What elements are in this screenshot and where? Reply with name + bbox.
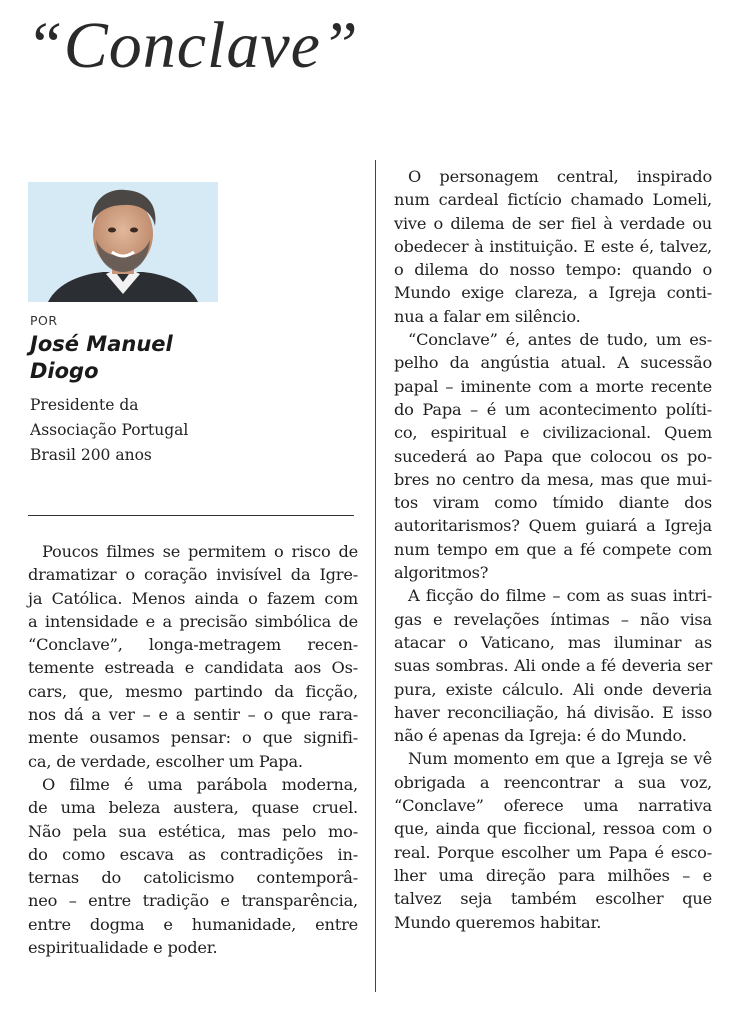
text-line: “Conclave” oferece uma narrativa [394, 796, 712, 816]
author-name-line: Diogo [30, 359, 99, 383]
byline-divider [28, 515, 354, 516]
text-line: temente estreada e candidata aos Os- [28, 658, 358, 678]
text-line: num tempo em que a fé compete com [394, 539, 712, 559]
text-line: ternas do catolicismo contemporâ- [28, 868, 358, 888]
text-line: Mundo exige clareza, a Igreja conti- [394, 283, 712, 303]
text-line: nos dá a ver – e a sentir – o que rara- [28, 705, 358, 725]
text-line: de uma beleza austera, quase cruel. [28, 798, 358, 818]
text-line: gas e revelações íntimas – não visa [394, 609, 712, 629]
text-line: obedecer à instituição. E este é, talvez, [394, 236, 712, 256]
byline-prefix: POR [30, 313, 58, 328]
text-line: papal – iminente com a morte recente [394, 376, 712, 396]
author-name-line: José Manuel [30, 332, 173, 356]
author-role-line: Associação Portugal [30, 421, 189, 439]
text-line: Poucos filmes se permitem o risco de [42, 542, 358, 561]
text-line: tos viram como tímido diante dos [394, 493, 712, 513]
author-name [30, 331, 290, 385]
text-line: cars, que, mesmo partindo da ficção, [28, 681, 358, 701]
text-line: mente ousamos pensar: o que signifi- [28, 728, 358, 748]
text-line: autoritarismos? Quem guiará a Igreja [394, 516, 712, 536]
text-line: não é apenas da Igreja: é do Mundo. [394, 726, 687, 746]
text-line: a intensidade e a precisão simbólica de [28, 611, 358, 631]
text-line: talvez seja também escolher que [394, 889, 712, 909]
text-line: real. Porque escolher um Papa é esco- [394, 842, 712, 862]
text-line: “Conclave” é, antes de tudo, um es- [408, 330, 712, 350]
author-photo [28, 182, 218, 302]
author-role-line: Presidente da [30, 396, 139, 414]
text-line: co, espiritual e civilizacional. Quem [394, 423, 712, 443]
article-column-left [28, 540, 358, 959]
text-line: entre dogma e humanidade, entre [28, 914, 358, 934]
text-line: atacar o Vaticano, mas iluminar as [394, 632, 712, 652]
text-line: pelho da angústia atual. A sucessão [394, 353, 712, 373]
text-line: algoritmos? [394, 563, 489, 583]
text-line: neo – entre tradição e transparência, [28, 891, 358, 911]
article-column-right [394, 165, 712, 934]
text-line: Não pela sua estética, mas pelo mo- [28, 821, 358, 841]
text-line: haver reconciliação, há divisão. E isso [394, 702, 712, 722]
text-line: O personagem central, inspirado [408, 167, 712, 186]
text-line: bres no centro da mesa, mas que mui- [394, 469, 712, 489]
text-line: Num momento em que a Igreja se vê [408, 749, 712, 769]
text-line: que, ainda que ficcional, ressoa com o [394, 819, 712, 839]
text-line: o dilema do nosso tempo: quando o [394, 260, 712, 280]
text-line: obrigada a reencontrar a sua voz, [394, 772, 712, 792]
text-line: dramatizar o coração invisível da Igre- [28, 565, 358, 585]
text-line: vive o dilema de ser fiel à verdade ou [394, 213, 712, 233]
text-line: A ficção do filme – com as suas intri- [408, 586, 712, 606]
author-role-line: Brasil 200 anos [30, 446, 152, 464]
text-line: “Conclave”, longa-metragem recen- [28, 635, 358, 655]
text-line: suas sombras. Ali onde a fé deveria ser [394, 656, 712, 676]
article-headline: “Conclave” [26, 9, 359, 82]
column-divider [375, 160, 376, 992]
text-line: num cardeal fictício chamado Lomeli, [394, 190, 712, 210]
author-role [30, 393, 330, 468]
text-line: do Papa – é um acontecimento políti- [394, 399, 712, 419]
text-line: Mundo queremos habitar. [394, 912, 602, 932]
text-line: do como escava as contradições in- [28, 844, 358, 864]
text-line: nua a falar em silêncio. [394, 306, 581, 326]
text-line: espiritualidade e poder. [28, 938, 218, 958]
text-line: sucederá ao Papa que colocou os po- [394, 446, 712, 466]
text-line: ja Católica. Menos ainda o fazem com [28, 588, 358, 608]
text-line: O filme é uma parábola moderna, [42, 774, 358, 794]
text-line: ca, de verdade, escolher um Papa. [28, 751, 303, 771]
text-line: pura, existe cálculo. Ali onde deveria [394, 679, 712, 699]
text-line: lher uma direção para milhões – e [394, 865, 712, 885]
